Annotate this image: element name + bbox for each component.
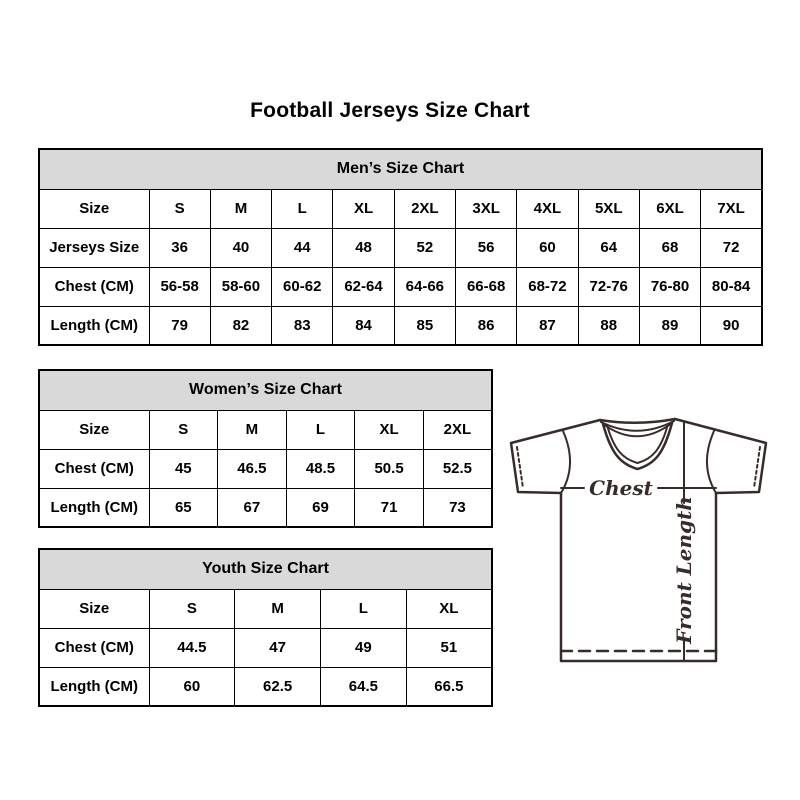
table-cell: L: [286, 410, 355, 449]
row-label: Chest (CM): [39, 628, 149, 667]
table-cell: 51: [406, 628, 492, 667]
front-length-label: Front Length: [672, 496, 696, 644]
table-cell: M: [235, 589, 321, 628]
table-cell: 52: [394, 228, 455, 267]
table-cell: 36: [149, 228, 210, 267]
table-cell: 86: [455, 306, 516, 345]
table-cell: 76-80: [639, 267, 700, 306]
table-cell: 48: [333, 228, 394, 267]
table-cell: 49: [321, 628, 407, 667]
table-cell: 2XL: [394, 189, 455, 228]
table-cell: 60-62: [272, 267, 333, 306]
table-cell: 72: [701, 228, 762, 267]
table-cell: 7XL: [701, 189, 762, 228]
table-title: Men’s Size Chart: [39, 149, 762, 189]
table-cell: 48.5: [286, 449, 355, 488]
table-cell: 3XL: [455, 189, 516, 228]
table-cell: 56: [455, 228, 516, 267]
table-cell: 4XL: [517, 189, 578, 228]
table-cell: 85: [394, 306, 455, 345]
row-label: Length (CM): [39, 488, 149, 527]
table-cell: 89: [639, 306, 700, 345]
table-cell: 6XL: [639, 189, 700, 228]
table-cell: S: [149, 410, 218, 449]
table-cell: L: [321, 589, 407, 628]
table-cell: 52.5: [423, 449, 492, 488]
table-cell: 87: [517, 306, 578, 345]
table-cell: 47: [235, 628, 321, 667]
row-label: Size: [39, 410, 149, 449]
table-cell: 64.5: [321, 667, 407, 706]
table-cell: 84: [333, 306, 394, 345]
table-cell: 46.5: [218, 449, 287, 488]
table-cell: 50.5: [355, 449, 424, 488]
table-cell: 66-68: [455, 267, 516, 306]
table-cell: 64-66: [394, 267, 455, 306]
row-label: Length (CM): [39, 667, 149, 706]
table-cell: S: [149, 589, 235, 628]
table-title: Youth Size Chart: [39, 549, 492, 589]
table-cell: 56-58: [149, 267, 210, 306]
row-label: Size: [39, 189, 149, 228]
table-cell: 83: [272, 306, 333, 345]
row-label: Jerseys Size: [39, 228, 149, 267]
table-cell: 58-60: [210, 267, 271, 306]
table-cell: XL: [406, 589, 492, 628]
table-title: Women’s Size Chart: [39, 370, 492, 410]
table-cell: 68: [639, 228, 700, 267]
table-cell: 68-72: [517, 267, 578, 306]
table-cell: 73: [423, 488, 492, 527]
table-cell: 60: [517, 228, 578, 267]
table-cell: 88: [578, 306, 639, 345]
table-cell: M: [210, 189, 271, 228]
table-cell: 66.5: [406, 667, 492, 706]
row-label: Chest (CM): [39, 449, 149, 488]
row-label: Chest (CM): [39, 267, 149, 306]
table-cell: 80-84: [701, 267, 762, 306]
table-cell: 90: [701, 306, 762, 345]
table-cell: 64: [578, 228, 639, 267]
table-cell: 44.5: [149, 628, 235, 667]
table-cell: 2XL: [423, 410, 492, 449]
table-cell: 60: [149, 667, 235, 706]
table-cell: 82: [210, 306, 271, 345]
youth-size-table: [38, 548, 493, 707]
table-cell: 40: [210, 228, 271, 267]
table-cell: 67: [218, 488, 287, 527]
row-label: Length (CM): [39, 306, 149, 345]
row-label: Size: [39, 589, 149, 628]
table-cell: 69: [286, 488, 355, 527]
womens-size-table: [38, 369, 493, 528]
jersey-outline: [511, 419, 766, 661]
table-cell: M: [218, 410, 287, 449]
table-cell: S: [149, 189, 210, 228]
table-cell: 71: [355, 488, 424, 527]
table-cell: XL: [333, 189, 394, 228]
chest-label: Chest: [589, 476, 653, 500]
page-title: Football Jerseys Size Chart: [250, 99, 530, 122]
jersey-measurement-diagram: [500, 403, 770, 673]
table-cell: 44: [272, 228, 333, 267]
table-cell: 62.5: [235, 667, 321, 706]
table-cell: 72-76: [578, 267, 639, 306]
table-cell: 62-64: [333, 267, 394, 306]
mens-size-table: [38, 148, 763, 346]
table-cell: 5XL: [578, 189, 639, 228]
table-cell: 79: [149, 306, 210, 345]
table-cell: 45: [149, 449, 218, 488]
table-cell: XL: [355, 410, 424, 449]
table-cell: 65: [149, 488, 218, 527]
table-cell: L: [272, 189, 333, 228]
